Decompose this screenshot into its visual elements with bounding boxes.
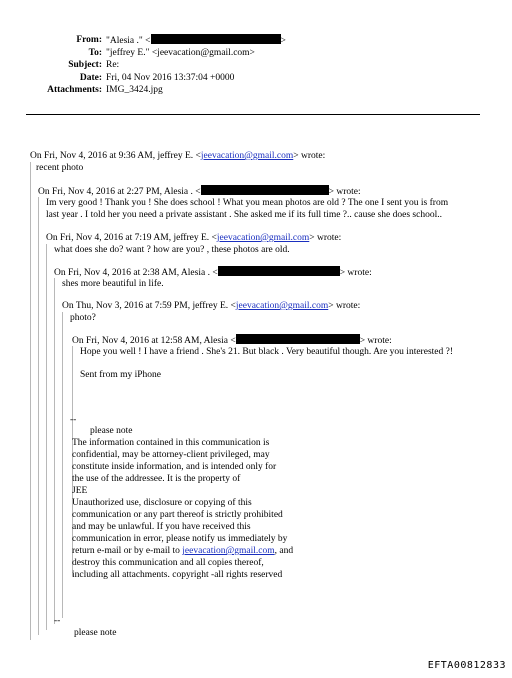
date-label: Date: [79,72,102,83]
quote-intro-5: On Thu, Nov 3, 2016 at 7:59 PM, jeffrey E. <jeevacation@gmail.com> wrote: [62,301,361,311]
signature-line-0: The information contained in this communication is [72,438,270,448]
quote-bar-2 [38,197,39,635]
signature2-dashes: -- [54,616,61,626]
message-body-2-line-2: last year . I told her you need a private assistant . She asked me if its full time ?.. cause she does school.. [46,210,442,220]
to-value: "jeffrey E." <jeevacation@gmail.com> [106,47,255,58]
quote-bar-1 [30,162,31,640]
quote-bar-3 [46,244,47,630]
email-link[interactable]: jeevacation@gmail.com [200,151,294,161]
redaction-box [151,34,281,44]
quote-intro-3: On Fri, Nov 4, 2016 at 7:19 AM, jeffrey E. <jeevacation@gmail.com> wrote: [46,233,342,243]
attachments-label: Attachments: [47,85,102,95]
redaction-box [236,334,360,344]
message-body-6: Hope you well ! I have a friend . She's 21. But black . Very beautiful though. Are you interested ?! [80,347,453,357]
message-body-4: shes more beautiful in life. [62,279,164,289]
signature-line-4: JEE [72,486,88,496]
from-value: "Alesia ." < [106,36,151,46]
email-header [0,34,512,97]
sent-from-iphone: Sent from my iPhone [80,370,162,380]
header-divider [26,114,480,115]
signature-line-6: communication or any part thereof is strictly prohibited [72,510,283,520]
message-body-2-line-1: Im very good ! Thank you ! She does school ! What you mean photos are old ? The one I sent you is from [46,198,449,208]
message-body-5: photo? [70,313,96,323]
quote-intro-2: On Fri, Nov 4, 2016 at 2:27 PM, Alesia . < > wrote: [38,187,361,197]
quote-intro-6: On Fri, Nov 4, 2016 at 12:58 AM, Alesia < > wrote: [72,336,392,346]
signature-line-3: the use of the addressee. It is the property of [72,474,241,484]
signature2-note-title: please note [74,628,117,638]
from-label: From: [76,35,102,45]
signature-line-destroy: destroy this communication and all copies thereof, [72,558,264,568]
signature-dashes: -- [70,415,77,425]
signature-line-8: communication in error, please notify us immediately by [72,534,288,544]
subject-value: Re: [106,60,120,70]
header-to-row [0,47,512,60]
to-label: To: [88,47,102,58]
attachments-link[interactable]: IMG_3424.jpg [106,85,163,95]
email-link[interactable]: jeevacation@gmail.com [182,546,275,556]
email-link[interactable]: jeevacation@gmail.com [216,233,310,243]
header-date-row [0,72,512,85]
signature-line-return: return e-mail or by e-mail to jeevacation@gmail.com, and [72,546,294,556]
email-link[interactable]: jeevacation@gmail.com [235,301,329,311]
date-value: Fri, 04 Nov 2016 13:37:04 +0000 [106,72,235,83]
message-body-3: what does she do? want ? how are you? , these photos are old. [54,245,290,255]
redaction-box [201,185,329,195]
document-id: EFTA00812833 [427,660,506,671]
quote-bar-5 [62,312,63,618]
subject-label: Subject: [68,60,102,70]
signature-line-including: including all attachments. copyright -all rights reserved [72,570,283,580]
message-body-1: recent photo [36,163,84,173]
header-attachments-row [0,84,512,97]
header-subject-row [0,59,512,72]
quote-intro-1: On Fri, Nov 4, 2016 at 9:36 AM, jeffrey E. <jeevacation@gmail.com> wrote: [30,151,326,161]
signature-line-7: and may be unlawful. If you have received this [72,522,251,532]
signature-line-1: confidential, may be attorney-client privileged, may [72,450,270,460]
from-close: > [280,36,286,46]
quote-intro-4: On Fri, Nov 4, 2016 at 2:38 AM, Alesia . < > wrote: [54,268,372,278]
signature-note-title: please note [90,426,133,436]
signature-line-2: constitute inside information, and is intended only for [72,462,277,472]
redaction-box [218,266,340,276]
quote-bar-4 [54,278,55,624]
header-from-row [0,34,512,47]
signature-line-5: Unauthorized use, disclosure or copying of this [72,498,252,508]
